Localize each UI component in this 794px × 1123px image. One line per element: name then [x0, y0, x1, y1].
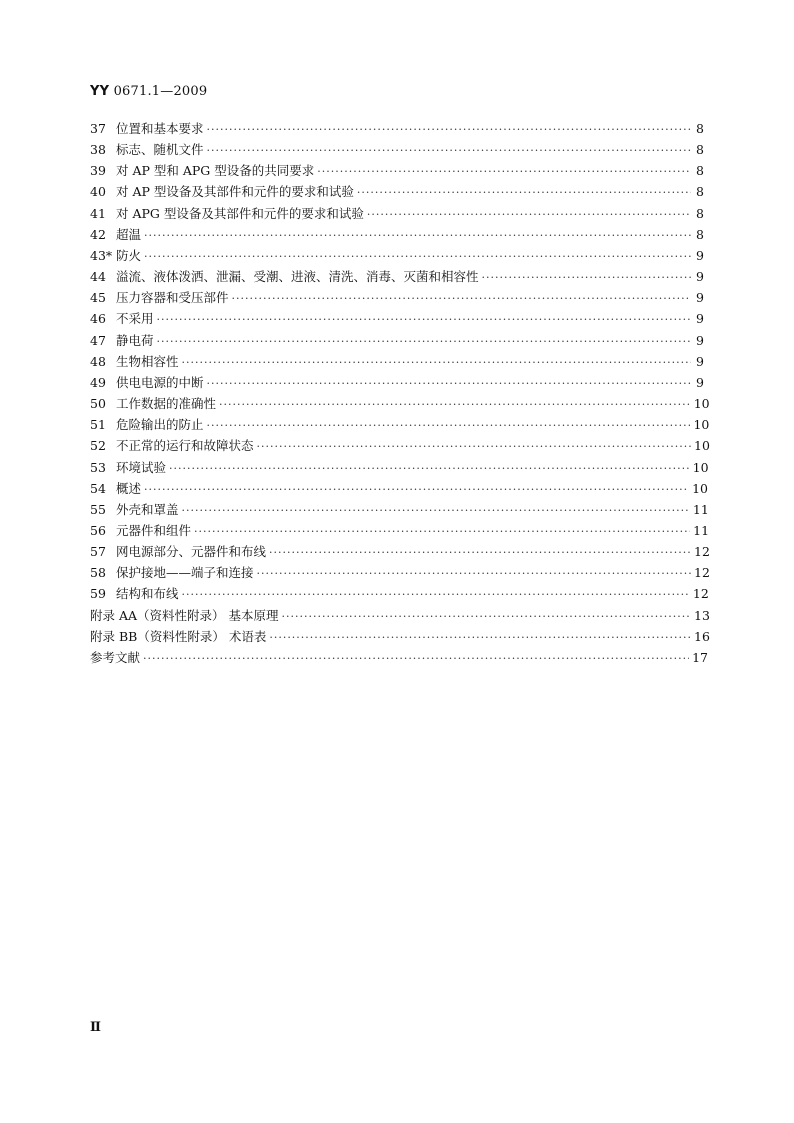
dot-leader: [232, 288, 691, 309]
toc-entry-number: 41: [90, 205, 106, 221]
toc-entry-page: 10: [693, 396, 710, 412]
toc-entry[interactable]: [90, 266, 704, 287]
toc-entry[interactable]: [90, 562, 710, 583]
toc-entry[interactable]: [90, 224, 704, 245]
dot-leader: [207, 119, 691, 140]
toc-entry[interactable]: [90, 626, 710, 647]
toc-entry-page: 9: [696, 332, 704, 348]
toc-entry-number: 44: [90, 269, 106, 285]
dot-leader: [282, 606, 691, 627]
toc-entry-number: 53: [90, 459, 106, 475]
toc-entry[interactable]: [90, 287, 704, 308]
dot-leader: [219, 394, 691, 415]
toc-entry-page: 8: [696, 121, 704, 136]
toc-entry-title: 环境试验: [116, 459, 167, 475]
toc-entry-number: 45: [90, 290, 106, 306]
toc-entry-title: 外壳和罩盖: [116, 501, 179, 517]
dot-leader: [207, 373, 691, 394]
toc-entry-number: 56: [90, 522, 106, 538]
toc-entry-title: 工作数据的准确性: [116, 396, 217, 412]
toc-entry-title: 防火: [116, 247, 142, 263]
toc-entry-page: 9: [696, 353, 704, 369]
toc-entry-number: 39: [90, 163, 106, 179]
toc-entry[interactable]: [90, 541, 710, 562]
toc-entry-title: 对 AP 型设备及其部件和元件的要求和试验: [116, 184, 354, 200]
toc-entry-title: 结构和布线: [116, 586, 179, 602]
toc-entry[interactable]: [90, 118, 704, 139]
toc-entry-title: 附录 BB（资料性附录） 术语表: [90, 628, 267, 644]
toc-entry-title: 生物相容性: [116, 353, 179, 369]
toc-entry-page: 12: [692, 586, 709, 602]
toc-entry[interactable]: [90, 414, 710, 435]
toc-entry-page: 11: [692, 501, 709, 517]
toc-entry-page: 10: [692, 459, 709, 475]
dot-leader: [169, 458, 690, 479]
toc-entry[interactable]: [90, 478, 708, 499]
toc-entry-title: 位置和基本要求: [116, 121, 204, 136]
toc-entry-page: 9: [696, 374, 704, 390]
toc-entry[interactable]: [90, 181, 704, 202]
toc-entry-title: 元器件和组件: [116, 522, 192, 538]
toc-entry-number: 52: [90, 438, 106, 454]
toc-entry-title: 危险输出的防止: [116, 417, 204, 433]
toc-entry[interactable]: [90, 330, 704, 351]
toc-entry[interactable]: [90, 499, 709, 520]
toc-entry-number: 58: [90, 565, 106, 581]
toc-entry-title: 附录 AA（资料性附录） 基本原理: [90, 607, 279, 623]
toc-entry-number: 49: [90, 374, 106, 390]
dot-leader: [257, 563, 691, 584]
toc-entry-number: 50: [90, 396, 106, 412]
toc-entry[interactable]: [90, 457, 709, 478]
toc-entry-title: 对 APG 型设备及其部件和元件的要求和试验: [116, 205, 364, 221]
toc-entry-page: 13: [694, 607, 710, 623]
toc-entry-number: 55: [90, 501, 106, 517]
toc-entry-title: 参考文献: [90, 649, 141, 665]
toc-entry[interactable]: [90, 308, 704, 329]
toc-entry-number: 42: [90, 226, 106, 242]
standard-number: 0671.1—2009: [113, 84, 208, 99]
toc-entry[interactable]: [90, 245, 704, 266]
toc-entry-page: 9: [696, 290, 704, 306]
toc-entry-number: 54: [90, 480, 106, 496]
dot-leader: [157, 309, 691, 330]
toc-entry-title: 超温: [116, 226, 142, 242]
toc-entry-page: 17: [692, 649, 708, 665]
dot-leader: [143, 648, 689, 669]
toc-entry-number: 59: [90, 586, 106, 602]
dot-leader: [144, 225, 691, 246]
toc-entry-page: 11: [693, 522, 710, 538]
toc-entry-number: 47: [90, 332, 106, 348]
toc-entry-title: 溢流、液体泼洒、泄漏、受潮、进液、清洗、消毒、灭菌和相容性: [116, 269, 479, 285]
toc-entry-title: 供电电源的中断: [116, 374, 204, 390]
dot-leader: [207, 415, 691, 436]
toc-entry-page: 12: [694, 565, 710, 581]
toc-entry-page: 16: [694, 628, 710, 644]
dot-leader: [157, 331, 691, 352]
toc-entry-page: 10: [692, 480, 708, 496]
toc-entry-title: 静电荷: [116, 332, 154, 348]
dot-leader: [182, 500, 690, 521]
toc-entry-number: 46: [90, 311, 106, 327]
toc-entry-page: 12: [694, 544, 710, 560]
dot-leader: [207, 140, 691, 161]
toc-entry-page: 8: [696, 205, 704, 221]
dot-leader: [194, 521, 690, 542]
toc-entry-number: 43*: [90, 247, 113, 263]
toc-entry-number: 51: [90, 417, 106, 433]
table-of-contents: [90, 118, 710, 668]
dot-leader: [357, 182, 691, 203]
toc-entry-page: 9: [696, 247, 704, 263]
toc-entry-number: 38: [90, 142, 106, 158]
toc-entry-page: 8: [696, 184, 704, 200]
dot-leader: [269, 627, 691, 648]
toc-entry-title: 保护接地——端子和连接: [116, 565, 254, 581]
toc-entry[interactable]: [90, 393, 710, 414]
page-header: [90, 84, 207, 99]
dot-leader: [269, 542, 691, 563]
toc-entry-page: 9: [696, 269, 704, 285]
toc-entry[interactable]: [90, 520, 710, 541]
toc-entry-page: 8: [696, 163, 704, 179]
toc-entry-page: 8: [696, 142, 704, 158]
toc-entry-title: 概述: [116, 480, 142, 496]
toc-entry[interactable]: [90, 203, 704, 224]
toc-entry[interactable]: [90, 435, 710, 456]
dot-leader: [182, 352, 691, 373]
dot-leader: [482, 267, 691, 288]
toc-entry-page: 9: [696, 311, 704, 327]
toc-entry-page: 10: [694, 438, 710, 454]
toc-entry-title: 网电源部分、元器件和布线: [116, 544, 267, 560]
toc-entry-title: 不正常的运行和故障状态: [116, 438, 254, 454]
dot-leader: [144, 246, 691, 267]
toc-entry[interactable]: [90, 372, 704, 393]
toc-entry[interactable]: [90, 647, 708, 668]
toc-entry-title: 对 AP 型和 APG 型设备的共同要求: [116, 163, 315, 179]
dot-leader: [182, 584, 690, 605]
dot-leader: [317, 161, 691, 182]
toc-entry[interactable]: [90, 139, 704, 160]
toc-entry-number: 57: [90, 544, 106, 560]
toc-entry-number: 37: [90, 121, 106, 136]
toc-entry-title: 标志、随机文件: [116, 142, 204, 158]
dot-leader: [257, 436, 691, 457]
toc-entry[interactable]: [90, 351, 704, 372]
toc-entry-number: 40: [90, 184, 106, 200]
toc-entry-title: 不采用: [116, 311, 154, 327]
dot-leader: [144, 479, 689, 500]
toc-entry[interactable]: [90, 583, 709, 604]
toc-entry-page: 10: [693, 417, 710, 433]
toc-entry-title: 压力容器和受压部件: [116, 290, 229, 306]
dot-leader: [367, 204, 691, 225]
toc-entry-number: 48: [90, 353, 106, 369]
toc-entry[interactable]: [90, 160, 704, 181]
toc-entry-page: 8: [696, 226, 704, 242]
toc-entry[interactable]: [90, 605, 710, 626]
standard-code: YY: [90, 84, 110, 99]
page-number-footer: Ⅱ: [90, 1020, 101, 1035]
